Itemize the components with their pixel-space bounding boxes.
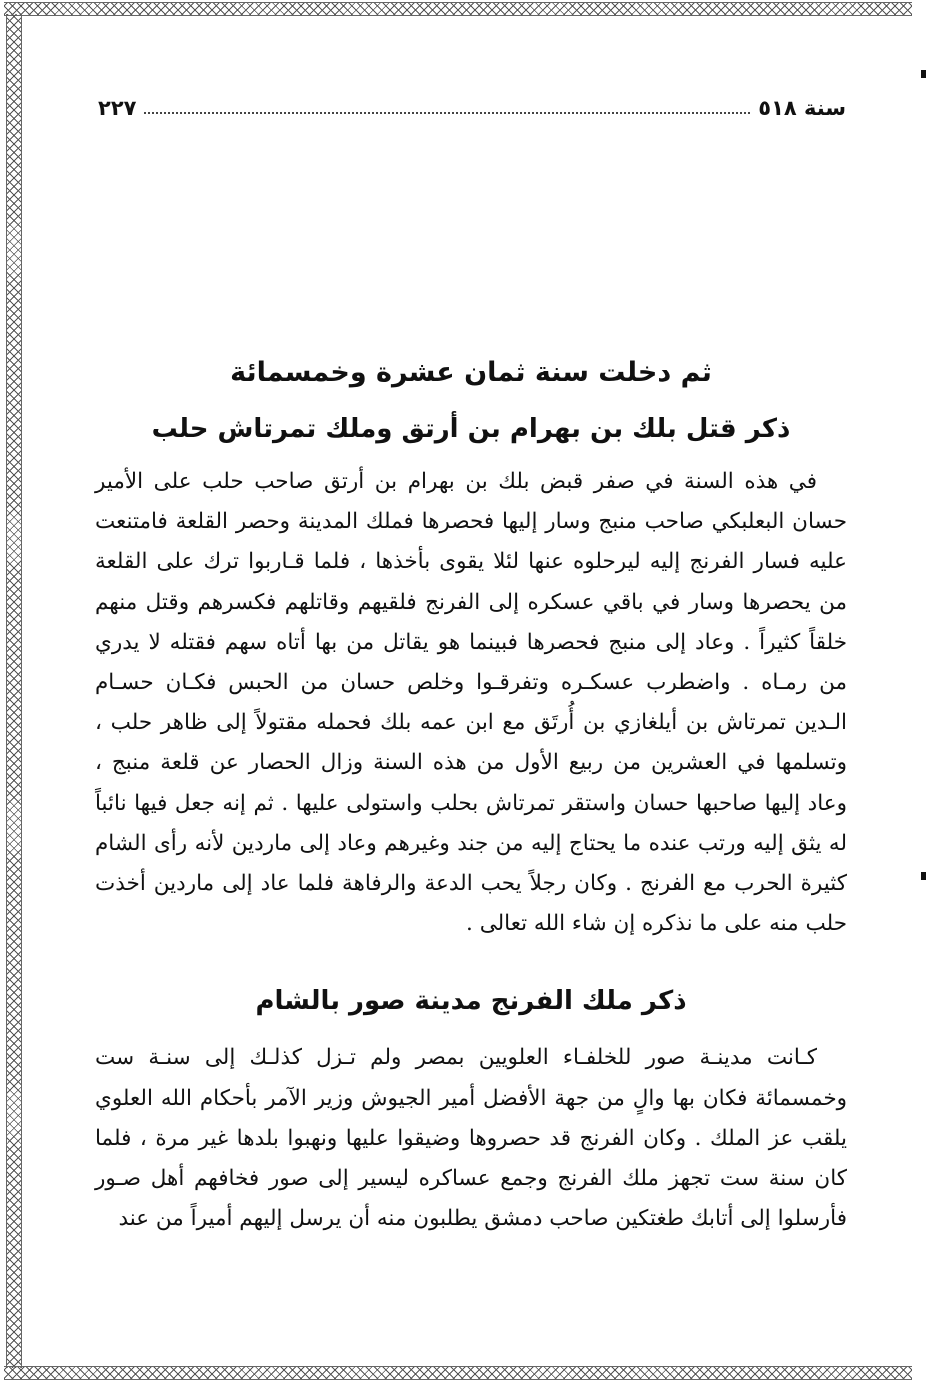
section-heading: ذكر ملك الفرنج مدينة صور بالشام [255, 986, 687, 1017]
page-number: ٢٢٧ [98, 96, 137, 120]
running-header [98, 86, 846, 120]
decorative-border-top [4, 2, 912, 16]
decorative-border-bottom [4, 1366, 912, 1380]
year-label: سنة ٥١٨ [758, 96, 846, 120]
header-dotted-leader [144, 112, 750, 114]
margin-mark [921, 70, 926, 78]
section-paragraph: في هذه السنة في صفر قبض بلك بن بهرام بن أرتق صاحب حلب على الأمير حسان البعلبكي صاحب منبج وسار إليها فحصرها فملك المدينة وحصر القلعة فامتنعت عليه فسار الفرنج إليه ليرحلوه عنها لئلا يقوى بأخذها ، فلما قـاربوا ترك على القلعة من يحصرها وسار في باقي عسكره إلى الفرنج فلقيهم وقاتلهم فكسرهم وقتل منهم خلقاً كثيراً . وعاد إلى منبج فحصرها فبينما هو يقاتل من بها أتاه سهم فقتله لا يدري من رمـاه . واضطرب عسكـره وتفرقـوا وخلص حسان من الحبس فكـان حسـام الـدين تمرتاش بن أيلغازي بن أُرتَق مع ابن عمه بلك فحمله مقتولاً إلى ظاهر حلب ، وتسلمها في العشرين من ربيع الأول من هذه السنة وزال الحصار عن قلعة منبج ، وعاد إليها صاحبها حسان واستقر تمرتاش بحلب واستولى عليها . ثم إنه جعل فيها نائباً له يثق إليه ورتب عنده ما يحتاج إليه من جند وغيرهم وعاد إلى ماردين لأنه رأى الشام كثيرة الحرب مع الفرنج . وكان رجلاً يحب الدعة والرفاهة فلما عاد إلى ماردين أخذت حلب منه على ما نذكره إن شاء الله تعالى . [95, 469, 847, 937]
section-paragraph: كـانت مدينـة صور للخلفـاء العلويين بمصر ولم تـزل كذلـك إلى سنـة ست وخمسمائة فكان بها والٍ من جهة الأفضل أمير الجيوش وزير الآمر بأحكام الله العلوي يلقب عز الملك . وكان الفرنج قد حصروها وضيقوا عليها ونهبوا بلدها غير مرة ، فلما كان سنة ست تجهز ملك الفرنج وجمع عساكره ليسير إلى صور فخافهم أهل صـور فأرسلوا إلى أتابك طغتكين صاحب دمشق يطلبون منه أن يرسل إليهم أميراً من عند [95, 1045, 847, 1232]
year-heading: ثم دخلت سنة ثمان عشرة وخمسمائة [230, 357, 712, 388]
page-body [95, 350, 847, 1239]
decorative-border-left [6, 14, 22, 1368]
margin-mark [921, 872, 926, 880]
section-heading: ذكر قتل بلك بن بهرام بن أرتق وملك تمرتاش حلب [151, 414, 791, 444]
